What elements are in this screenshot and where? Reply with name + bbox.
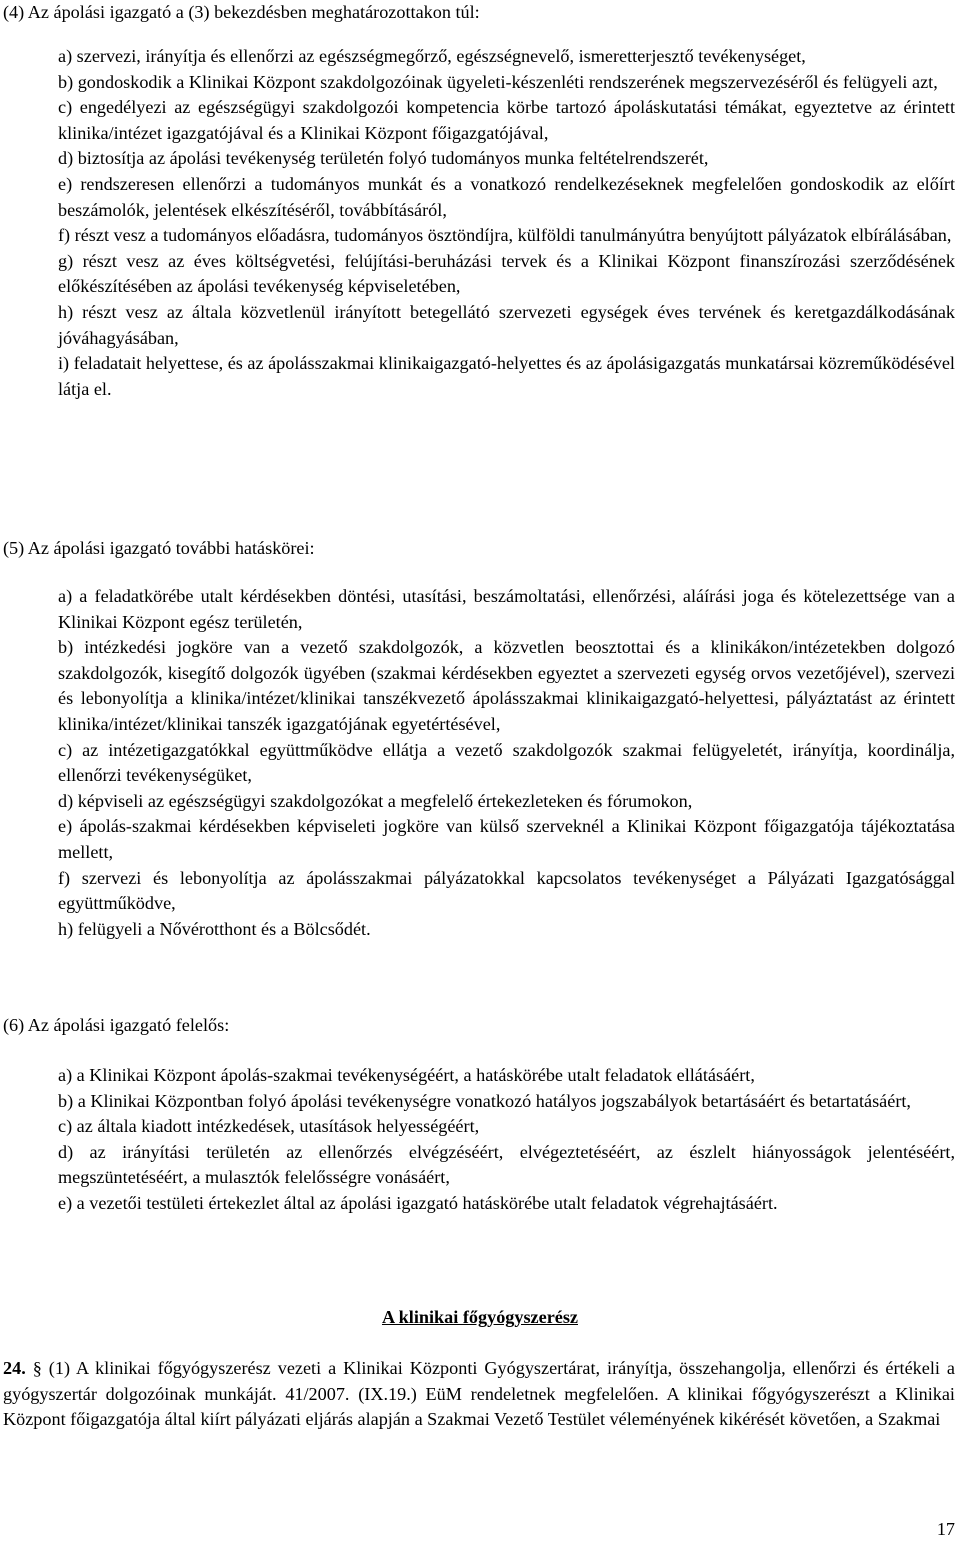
list-item: i) feladatait helyettese, és az ápolásszakmai klinikaigazgató-helyettes és az ápolásigazgatás munkatársai közreműködésével látja el. bbox=[58, 353, 955, 399]
list-item: e) rendszeresen ellenőrzi a tudományos munkát és a vonatkozó rendelkezéseknek megfelelően gondoskodik az előírt beszámolók, jelentések elkészítéséről, továbbításáról, bbox=[58, 173, 955, 220]
list-item: a) a feladatkörébe utalt kérdésekben döntési, utasítási, beszámoltatási, ellenőrzési, aláírási joga és kötelezettsége van a Klinikai Központ egész területén, bbox=[58, 586, 955, 632]
section-symbol: § bbox=[32, 1358, 42, 1378]
list-item: a) a Klinikai Központ ápolás-szakmai tevékenységéért, a hatáskörébe utalt feladatok ellátásáért, bbox=[58, 1065, 755, 1085]
list-item: h) részt vesz az általa közvetlenül irányított betegellátó szervezeti egységek éves tervének és keretgazdálkodásának jóváhagyásában, bbox=[58, 301, 955, 348]
section-4-heading: (4) Az ápolási igazgató a (3) bekezdésben meghatározottakon túl: bbox=[3, 2, 480, 22]
list-item: e) a vezetői testületi értekezlet által az ápolási igazgató hatáskörébe utalt feladatok végrehajtásáért. bbox=[58, 1192, 778, 1213]
list-item: f) szervezi és lebonyolítja az ápolásszakmai pályázatokkal kapcsolatos tevékenységet a Pályázati Igazgatósággal együttműködve, bbox=[58, 867, 955, 914]
section-5-list bbox=[58, 584, 955, 942]
list-item: d) az irányítási területén az ellenőrzés elvégzéséért, elvégeztetéséért, az észlelt hiányosságok jelentéséért, megszüntetéséért, a mulasztók felelősségre vonásáért, bbox=[58, 1141, 955, 1188]
list-item: a) szervezi, irányítja és ellenőrzi az egészségmegőrző, egészségnevelő, ismeretterjesztő tevékenységet, bbox=[58, 46, 806, 66]
page-number: 17 bbox=[936, 1519, 955, 1539]
list-item: b) gondoskodik a Klinikai Központ szakdolgozóinak ügyeleti-készenléti rendszerének megszervezéséről és felügyeli azt, bbox=[58, 71, 938, 92]
section-4-list bbox=[58, 44, 955, 402]
paragraph-text: (1) A klinikai főgyógyszerész vezeti a Klinikai Központi Gyógyszertárat, irányítja, összehangolja, ellenőrzi és értékeli a gyógyszertár dolgozóinak munkáját. 41/2007. (IX.19.) EüM rendeletnek megfelelően. A klinikai főgyógyszerészt a Klinikai Központ főigazgatója által kiírt pályázati eljárás alapján a Szakmai Vezető Testület véleményének kikérését követően, a Szakmai bbox=[3, 1358, 956, 1430]
list-item: g) részt vesz az éves költségvetési, felújítási-beruházási tervek és a Klinikai Központ finanszírozási szerződésének előkészítésében az ápolási tevékenység képviseletében, bbox=[58, 250, 955, 297]
list-item: h) felügyeli a Nővérotthont és a Bölcsődét. bbox=[58, 918, 371, 939]
section-6-heading: (6) Az ápolási igazgató felelős: bbox=[3, 1015, 230, 1035]
list-item: d) képviseli az egészségügyi szakdolgozókat a megfelelő értekezleteken és fórumokon, bbox=[58, 790, 693, 811]
list-item: b) intézkedési jogköre van a vezető szakdolgozók, a közvetlen beosztottai és a klinikákon/intézetekben dolgozó szakdolgozók, kisegítő dolgozók ügyében (szakmai kérdésekben egyeztet a szervezeti egység orvos vezetőjével), szervezi és lebonyolítja a klinika/intézet/klinikai tanszékvezető ápolásszakmai klinikaigazgató-helyettesi, pályáztatást az érintett klinika/intézet/klinikai tanszék igazgatójának egyetértésével, bbox=[58, 637, 955, 734]
section-5-heading: (5) Az ápolási igazgató további hatáskörei: bbox=[3, 538, 315, 558]
list-item: c) az intézetigazgatókkal együttműködve ellátja a vezető szakdolgozók szakmai felügyeletét, irányítja, koordinálja, ellenőrzi tevékenységüket, bbox=[58, 739, 955, 786]
list-item: c) engedélyezi az egészségügyi szakdolgozói kompetencia körbe tartozó ápoláskutatási témákat, egyeztetve az érintett klinika/intézet igazgatójával és a Klinikai Központ főigazgatójával, bbox=[58, 97, 955, 143]
list-item: f) részt vesz a tudományos előadásra, tudományos ösztöndíjra, külföldi tanulmányútra benyújtott pályázatok elbírálásában, bbox=[58, 225, 952, 246]
list-item: b) a Klinikai Központban folyó ápolási tevékenységre vonatkozó hatályos jogszabályok betartásáért és betartatásáért, bbox=[58, 1090, 911, 1111]
list-item: d) biztosítja az ápolási tevékenység területén folyó tudományos munka feltételrendszerét, bbox=[58, 148, 709, 169]
section-6-list bbox=[58, 1063, 955, 1217]
section-title: A klinikai főgyógyszerész bbox=[381, 1307, 578, 1327]
list-item: e) ápolás-szakmai kérdésekben képviseleti jogköre van külső szerveknél a Klinikai Központ főigazgatója tájékoztatása mellett, bbox=[58, 816, 955, 862]
list-item: c) az általa kiadott intézkedések, utasítások helyességéért, bbox=[58, 1116, 480, 1137]
paragraph-number: 24. bbox=[3, 1358, 26, 1378]
paragraph-24 bbox=[3, 1356, 955, 1433]
